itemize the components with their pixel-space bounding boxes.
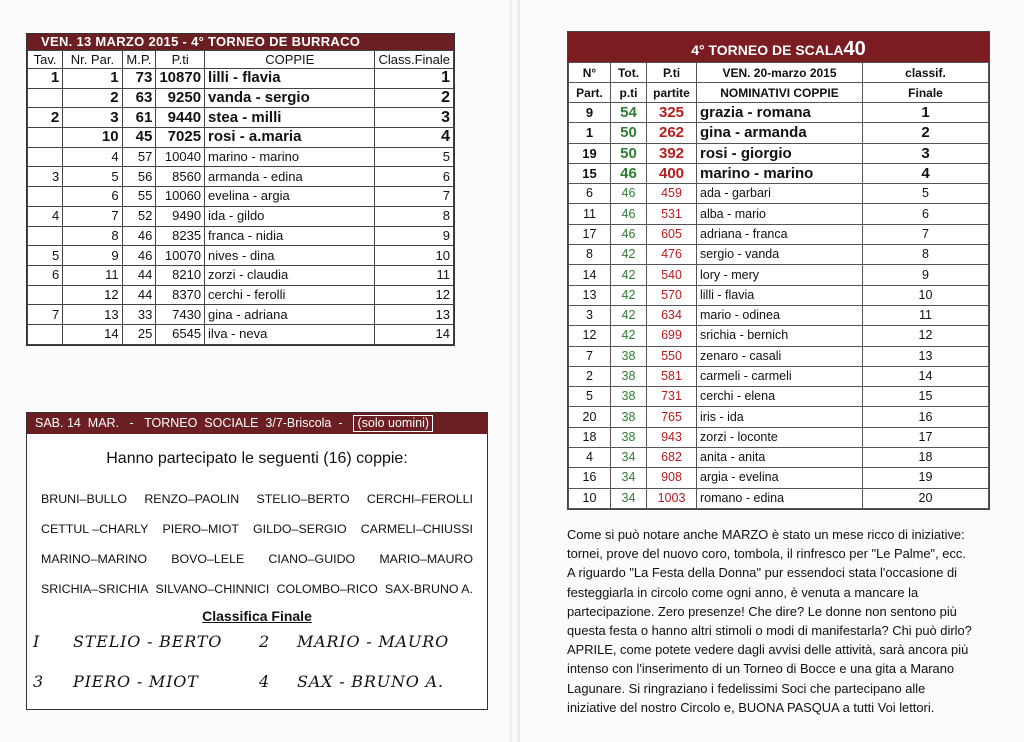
cell-cl: 4 [375,128,454,148]
cell-coppia: romano - edina [697,488,863,508]
cell-pti: 10870 [156,69,205,89]
cell-coppia: srichia - bernich [697,326,863,346]
cell-pti: 9250 [156,88,205,108]
cell-pti: 10070 [156,246,205,266]
scala40-title-number: 40 [843,38,866,60]
scala40-results [568,62,989,509]
cell-cl: 8 [375,206,454,226]
table-row [569,427,989,447]
cell-pti: 531 [647,204,697,224]
cell-tav: 6 [28,265,63,285]
table-row [28,187,454,207]
pair-name: GILDO–SERGIO [253,522,347,536]
cell-cl: 8 [863,245,989,265]
cell-tav [28,88,63,108]
pair-name: CARMELI–CHIUSSI [360,522,473,536]
pairs-row [41,574,473,604]
pair-name: BOVO–LELE [171,552,245,566]
cell-coppia: zenaro - casali [697,346,863,366]
pair-name: STELIO–BERTO [256,492,350,506]
cell-pti: 570 [647,285,697,305]
cell-coppia: adriana - franca [697,224,863,244]
pairs-row [41,544,473,574]
col-tot-pti: p.ti [611,83,647,103]
scala40-table [567,31,990,510]
cell-tot: 38 [611,407,647,427]
cell-cl: 14 [863,366,989,386]
cell-tot: 34 [611,488,647,508]
cell-cl: 14 [375,324,454,344]
table-row [569,407,989,427]
cell-pti: 605 [647,224,697,244]
cell-tot: 42 [611,305,647,325]
cell-tav: 5 [28,246,63,266]
pair-name: MARIO–MAURO [379,552,473,566]
cell-cl: 7 [375,187,454,207]
cell-coppia: iris - ida [697,407,863,427]
final-pos: 3 [33,672,44,691]
table-row [569,184,989,204]
cell-cl: 20 [863,488,989,508]
cell-cl: 9 [375,226,454,246]
table-row [28,69,454,89]
table-row [569,224,989,244]
cell-tot: 46 [611,184,647,204]
table-row [569,143,989,163]
table-row [28,88,454,108]
cell-coppia: zorzi - loconte [697,427,863,447]
col-n: N° [569,63,611,83]
table-row [569,123,989,143]
cell-mp: 55 [122,187,156,207]
cell-part: 2 [569,366,611,386]
col-tot: Tot. [611,63,647,83]
cell-part: 6 [569,184,611,204]
briscola-date: SAB. 14 MAR. [35,416,120,430]
burraco-title: VEN. 13 MARZO 2015 - 4° TORNEO DE BURRACO [27,34,454,50]
cell-coppia: marino - marino [205,147,375,167]
cell-pti: 262 [647,123,697,143]
cell-coppia: anita - anita [697,448,863,468]
pair-name: SILVANO–CHINNICI [155,582,270,596]
cell-mp: 44 [122,265,156,285]
cell-tot: 46 [611,224,647,244]
cell-mp: 33 [122,305,156,325]
pair-name: CETTUL –CHARLY [41,522,149,536]
cell-tot: 54 [611,103,647,123]
cell-par: 10 [63,128,122,148]
cell-pti: 325 [647,103,697,123]
cell-tot: 34 [611,468,647,488]
table-row [569,488,989,508]
burraco-results [27,50,454,345]
cell-coppia: armanda - edina [205,167,375,187]
cell-cl: 15 [863,387,989,407]
cell-coppia: lory - mery [697,265,863,285]
cell-mp: 52 [122,206,156,226]
pairs-row [41,514,473,544]
cell-par: 9 [63,246,122,266]
cell-part: 13 [569,285,611,305]
cell-part: 10 [569,488,611,508]
cell-cl: 17 [863,427,989,447]
pair-name: PIERO–MIOT [162,522,239,536]
article-line: Come si può notare anche MARZO è stato un mese ricco di iniziative: [567,527,965,542]
table-row [569,468,989,488]
cell-part: 1 [569,123,611,143]
cell-pti: 731 [647,387,697,407]
table-row [28,128,454,148]
cell-tot: 42 [611,265,647,285]
final-name: PIERO - MIOT [73,672,199,691]
table-row [28,324,454,344]
briscola-title [27,413,487,434]
cell-pti: 1003 [647,488,697,508]
col-date: VEN. 20-marzo 2015 [697,63,863,83]
table-row [28,246,454,266]
cell-tot: 46 [611,163,647,183]
cell-par: 2 [63,88,122,108]
cell-part: 15 [569,163,611,183]
cell-tav: 7 [28,305,63,325]
cell-pti: 540 [647,265,697,285]
cell-par: 12 [63,285,122,305]
article-line: Lagunare. Si ringraziano i fedelissimi Soci che partecipano alle [567,680,926,696]
cell-tot: 38 [611,346,647,366]
cell-mp: 45 [122,128,156,148]
cell-cl: 2 [863,123,989,143]
final-pos: I [33,632,41,651]
cell-cl: 10 [375,246,454,266]
pair-name: RENZO–PAOLIN [144,492,240,506]
pair-name: BRUNI–BULLO [41,492,128,506]
pair-name: CIANO–GUIDO [268,552,356,566]
cell-pti: 699 [647,326,697,346]
pair-name: SAX-BRUNO A. [384,582,473,596]
cell-coppia: grazia - romana [697,103,863,123]
cell-tot: 42 [611,326,647,346]
cell-cl: 10 [863,285,989,305]
cell-tav [28,147,63,167]
cell-pti: 476 [647,245,697,265]
cell-mp: 46 [122,246,156,266]
article-line: festeggiarla in circolo come ogni anno, è venuta a mancare la [567,584,919,600]
cell-mp: 44 [122,285,156,305]
cell-cl: 11 [863,305,989,325]
cell-pti: 392 [647,143,697,163]
cell-pti: 9440 [156,108,205,128]
cell-pti: 6545 [156,324,205,344]
cell-part: 5 [569,387,611,407]
cell-coppia: ilva - neva [205,324,375,344]
cell-coppia: rosi - giorgio [697,143,863,163]
cell-cl: 6 [375,167,454,187]
classifica-title: Classifica Finale [202,608,312,624]
table-row [28,226,454,246]
cell-coppia: nives - dina [205,246,375,266]
cell-tot: 50 [611,143,647,163]
cell-part: 7 [569,346,611,366]
briscola-sep2: - [331,416,350,430]
table-row [569,204,989,224]
col-class-finale: Class.Finale [375,51,454,69]
cell-cl: 16 [863,407,989,427]
cell-coppia: evelina - argia [205,187,375,207]
cell-cl: 9 [863,265,989,285]
briscola-event: TORNEO SOCIALE 3/7-Briscola [144,416,332,430]
cell-par: 8 [63,226,122,246]
article-line: tornei, prove del nuovo coro, tombola, il rinfresco per "Le Palme", ecc. [567,546,966,562]
pair-name: MARINO–MARINO [41,552,148,566]
cell-tav [28,187,63,207]
article-line: partecipazione. Zero presenze! Che dire? Le donne non sentono più [567,603,957,619]
cell-mp: 56 [122,167,156,187]
cell-pti: 682 [647,448,697,468]
cell-coppia: carmeli - carmeli [697,366,863,386]
pair-name: SRICHIA–SRICHIA [41,582,149,596]
page-fold [510,0,520,742]
final-pos: 4 [259,672,270,691]
cell-coppia: gina - adriana [205,305,375,325]
cell-pti: 943 [647,427,697,447]
cell-coppia: cerchi - elena [697,387,863,407]
pairs-row [41,484,473,514]
cell-coppia: franca - nidia [205,226,375,246]
cell-tot: 38 [611,387,647,407]
cell-cl: 4 [863,163,989,183]
cell-part: 3 [569,305,611,325]
cell-mp: 63 [122,88,156,108]
cell-coppia: stea - milli [205,108,375,128]
briscola-pairs [27,484,487,604]
final-row-1 [27,624,487,654]
table-row [569,305,989,325]
table-row [569,448,989,468]
briscola-box [26,412,488,710]
cell-coppia: lilli - flavia [205,69,375,89]
col-classif: classif. [863,63,989,83]
cell-cl: 11 [375,265,454,285]
scala40-header-row-1 [569,63,989,83]
cell-part: 14 [569,265,611,285]
final-row-2 [27,664,487,694]
col-pti: P.ti [156,51,205,69]
cell-part: 19 [569,143,611,163]
cell-tav: 4 [28,206,63,226]
cell-cl: 5 [375,147,454,167]
cell-pti: 9490 [156,206,205,226]
cell-cl: 1 [863,103,989,123]
table-row [569,326,989,346]
cell-tot: 38 [611,427,647,447]
cell-cl: 18 [863,448,989,468]
cell-coppia: mario - odinea [697,305,863,325]
briscola-note: (solo uomini) [353,415,433,432]
cell-coppia: marino - marino [697,163,863,183]
table-row [28,167,454,187]
final-name: STELIO - BERTO [73,632,223,651]
cell-mp: 73 [122,69,156,89]
cell-pti: 8560 [156,167,205,187]
scala40-title-text: 4° TORNEO DE SCALA [691,42,844,58]
table-row [569,387,989,407]
cell-cl: 6 [863,204,989,224]
cell-cl: 13 [375,305,454,325]
cell-cl: 19 [863,468,989,488]
cell-mp: 46 [122,226,156,246]
cell-part: 18 [569,427,611,447]
cell-tav: 2 [28,108,63,128]
cell-par: 13 [63,305,122,325]
scala40-title [568,32,989,62]
col-partite: partite [647,83,697,103]
col-tav: Tav. [28,51,63,69]
cell-par: 5 [63,167,122,187]
cell-cl: 3 [375,108,454,128]
final-pos: 2 [259,632,270,651]
cell-pti: 581 [647,366,697,386]
briscola-sep: - [119,416,145,430]
table-row [569,346,989,366]
cell-part: 9 [569,103,611,123]
cell-coppia: cerchi - ferolli [205,285,375,305]
news-article [567,525,991,717]
pair-name: COLOMBO–RICO [276,582,378,596]
final-name: MARIO - MAURO [297,632,449,651]
table-row [28,305,454,325]
cell-tot: 46 [611,204,647,224]
pair-name: CERCHI–FEROLLI [366,492,473,506]
cell-pti: 8210 [156,265,205,285]
final-name: SAX - BRUNO A. [297,672,444,691]
cell-cl: 5 [863,184,989,204]
table-row [28,265,454,285]
cell-tot: 34 [611,448,647,468]
col-nr-par: Nr. Par. [63,51,122,69]
cell-tot: 50 [611,123,647,143]
cell-tav [28,128,63,148]
article-line: questa festa o hanno altri stimoli o modi di manifestarla? Chi può dirlo? [567,623,972,639]
col-finale: Finale [863,83,989,103]
col-part: Part. [569,83,611,103]
cell-tav [28,285,63,305]
cell-tot: 38 [611,366,647,386]
cell-pti: 7025 [156,128,205,148]
cell-cl: 1 [375,69,454,89]
cell-cl: 2 [375,88,454,108]
article-line: intenso con l'inserimento di un Torneo di Bocce e una gita a Marano [567,661,955,677]
cell-pti: 10060 [156,187,205,207]
article-line: A riguardo "La Festa della Donna" pur essendoci stata l'occasione di [567,565,957,581]
table-row [569,163,989,183]
table-row [569,103,989,123]
table-row [28,206,454,226]
cell-par: 1 [63,69,122,89]
cell-part: 4 [569,448,611,468]
cell-pti: 400 [647,163,697,183]
cell-cl: 3 [863,143,989,163]
col-pti: P.ti [647,63,697,83]
cell-pti: 7430 [156,305,205,325]
cell-coppia: sergio - vanda [697,245,863,265]
cell-tav: 1 [28,69,63,89]
scala40-header-row-2 [569,83,989,103]
cell-mp: 61 [122,108,156,128]
cell-pti: 8370 [156,285,205,305]
cell-coppia: zorzi - claudia [205,265,375,285]
cell-part: 8 [569,245,611,265]
cell-pti: 459 [647,184,697,204]
cell-par: 11 [63,265,122,285]
cell-par: 3 [63,108,122,128]
cell-pti: 634 [647,305,697,325]
cell-pti: 908 [647,468,697,488]
table-row [569,285,989,305]
article-line: iniziative del nostro Circolo e, BUONA PASQUA a tutti Voi lettori. [567,699,935,715]
cell-tav [28,226,63,246]
col-nominativi: NOMINATIVI COPPIE [697,83,863,103]
cell-pti: 10040 [156,147,205,167]
cell-tav: 3 [28,167,63,187]
briscola-intro: Hanno partecipato le seguenti (16) coppie: [106,450,408,467]
table-row [28,147,454,167]
burraco-table [26,33,455,346]
cell-pti: 8235 [156,226,205,246]
cell-cl: 7 [863,224,989,244]
table-row [28,285,454,305]
cell-coppia: ida - gildo [205,206,375,226]
cell-part: 17 [569,224,611,244]
cell-par: 7 [63,206,122,226]
article-line: APRILE, come potete vedere dagli avvisi delle attività, sarà ancora più [567,642,969,658]
cell-pti: 765 [647,407,697,427]
table-row [569,265,989,285]
cell-coppia: lilli - flavia [697,285,863,305]
cell-cl: 12 [863,326,989,346]
cell-part: 16 [569,468,611,488]
cell-coppia: ada - garbari [697,184,863,204]
col-mp: M.P. [122,51,156,69]
table-row [569,245,989,265]
cell-pti: 550 [647,346,697,366]
cell-par: 4 [63,147,122,167]
cell-tav [28,324,63,344]
cell-part: 12 [569,326,611,346]
cell-coppia: argia - evelina [697,468,863,488]
cell-coppia: alba - mario [697,204,863,224]
cell-cl: 13 [863,346,989,366]
cell-par: 6 [63,187,122,207]
cell-coppia: rosi - a.maria [205,128,375,148]
cell-mp: 57 [122,147,156,167]
cell-tot: 42 [611,285,647,305]
cell-tot: 42 [611,245,647,265]
cell-coppia: vanda - sergio [205,88,375,108]
cell-mp: 25 [122,324,156,344]
table-row [569,366,989,386]
burraco-header-row [28,51,454,69]
cell-par: 14 [63,324,122,344]
cell-part: 11 [569,204,611,224]
cell-coppia: gina - armanda [697,123,863,143]
cell-part: 20 [569,407,611,427]
table-row [28,108,454,128]
col-coppie: COPPIE [205,51,375,69]
cell-cl: 12 [375,285,454,305]
